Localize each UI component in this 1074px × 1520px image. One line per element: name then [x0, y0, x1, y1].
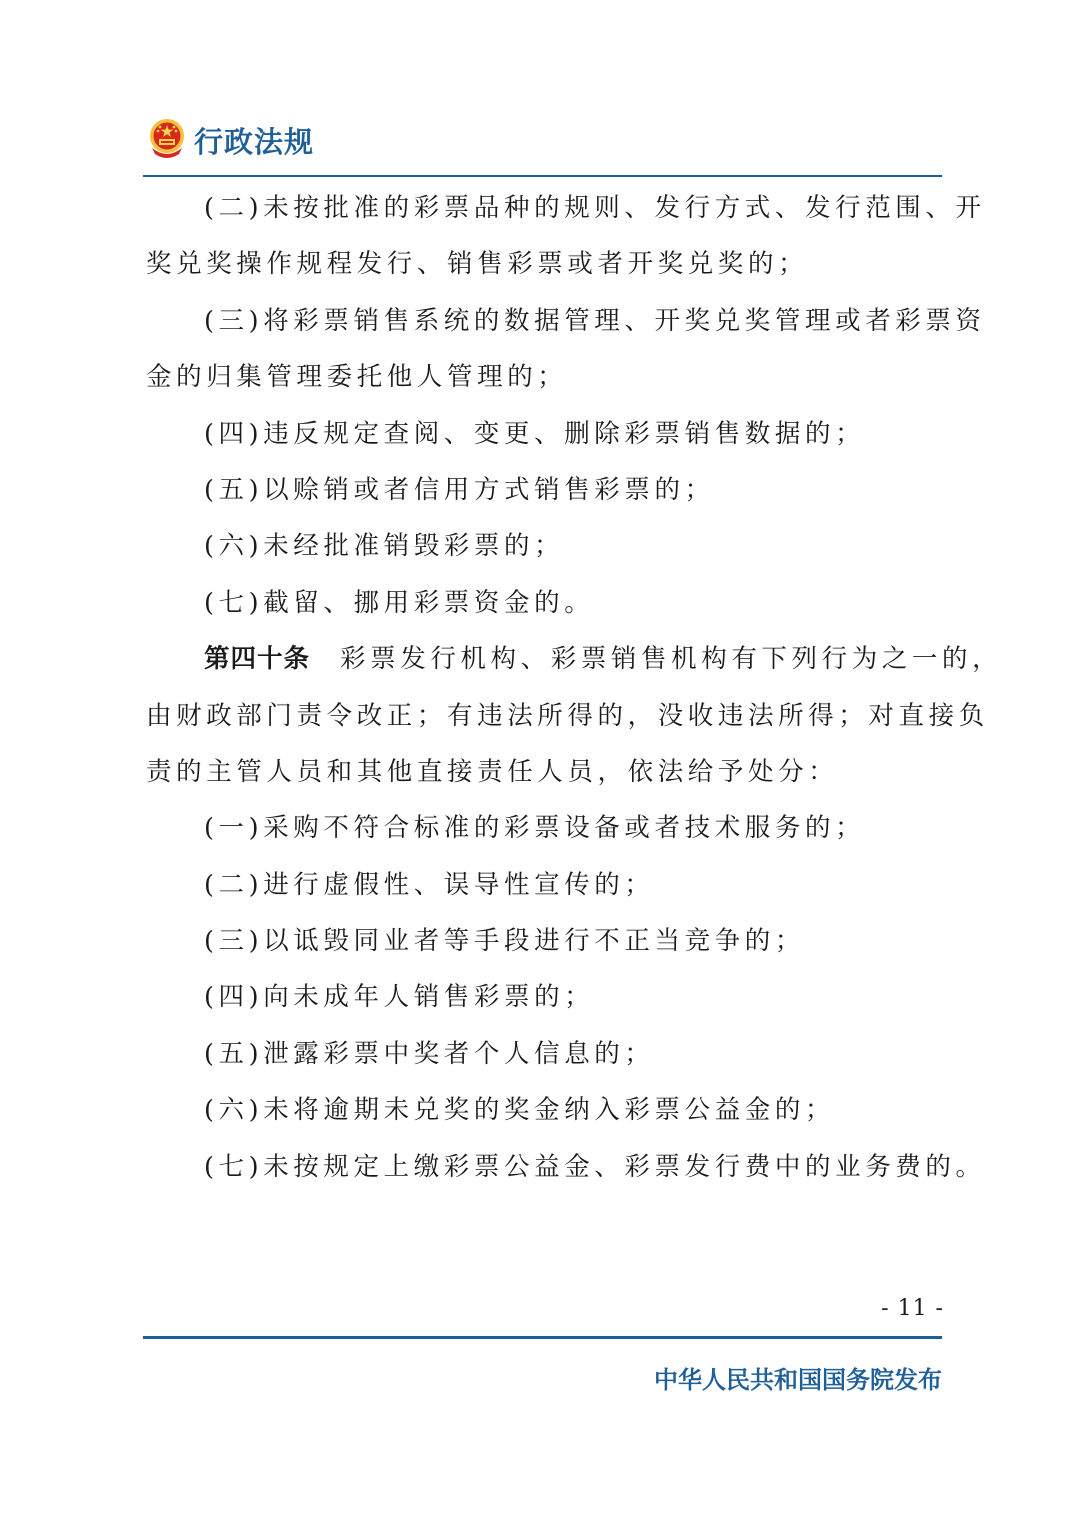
national-emblem-icon	[146, 116, 188, 164]
page-number: - 11 -	[881, 1296, 944, 1321]
article-text: 彩票发行机构、彩票销售机构有下列行为之一的，	[340, 644, 1003, 675]
text-line: (三)将彩票销售系统的数据管理、开奖兑奖管理或者彩票资	[204, 305, 986, 336]
text-line: (七)未按规定上缴彩票公益金、彩票发行费中的业务费的。	[204, 1151, 986, 1182]
text-line: (四)向未成年人销售彩票的；	[204, 982, 595, 1013]
text-line: 奖兑奖操作规程发行、销售彩票或者开奖兑奖的；	[146, 249, 809, 280]
text-line: (五)泄露彩票中奖者个人信息的；	[204, 1038, 655, 1069]
text-line: 金的归集管理委托他人管理的；	[146, 362, 568, 393]
header-divider	[143, 175, 942, 177]
text-line: (六)未将逾期未兑奖的奖金纳入彩票公益金的；	[204, 1095, 836, 1126]
text-line: (七)截留、挪用彩票资金的。	[204, 587, 595, 618]
article-line	[146, 631, 1003, 687]
page-header	[146, 112, 314, 168]
text-line: 由财政部门责令改正；有违法所得的，没收违法所得；对直接负	[146, 700, 989, 731]
text-line: (二)未按批准的彩票品种的规则、发行方式、发行范围、开	[204, 193, 986, 223]
text-line: 责的主管人员和其他直接责任人员，依法给予处分：	[146, 756, 839, 787]
text-line: (一)采购不符合标准的彩票设备或者技术服务的；	[204, 813, 866, 844]
text-line: (四)违反规定查阅、变更、删除彩票销售数据的；	[204, 418, 866, 449]
text-line: (六)未经批准销毁彩票的；	[204, 531, 565, 562]
footer-divider	[143, 1336, 942, 1339]
article-number: 第四十条	[204, 644, 311, 675]
footer-publisher: 中华人民共和国国务院发布	[654, 1366, 942, 1394]
document-body	[146, 180, 1003, 1195]
text-line: (三)以诋毁同业者等手段进行不正当竞争的；	[204, 926, 805, 957]
text-line: (二)进行虚假性、误导性宣传的；	[204, 869, 655, 900]
text-line: (五)以赊销或者信用方式销售彩票的；	[204, 474, 715, 505]
header-title: 行政法规	[194, 124, 315, 159]
